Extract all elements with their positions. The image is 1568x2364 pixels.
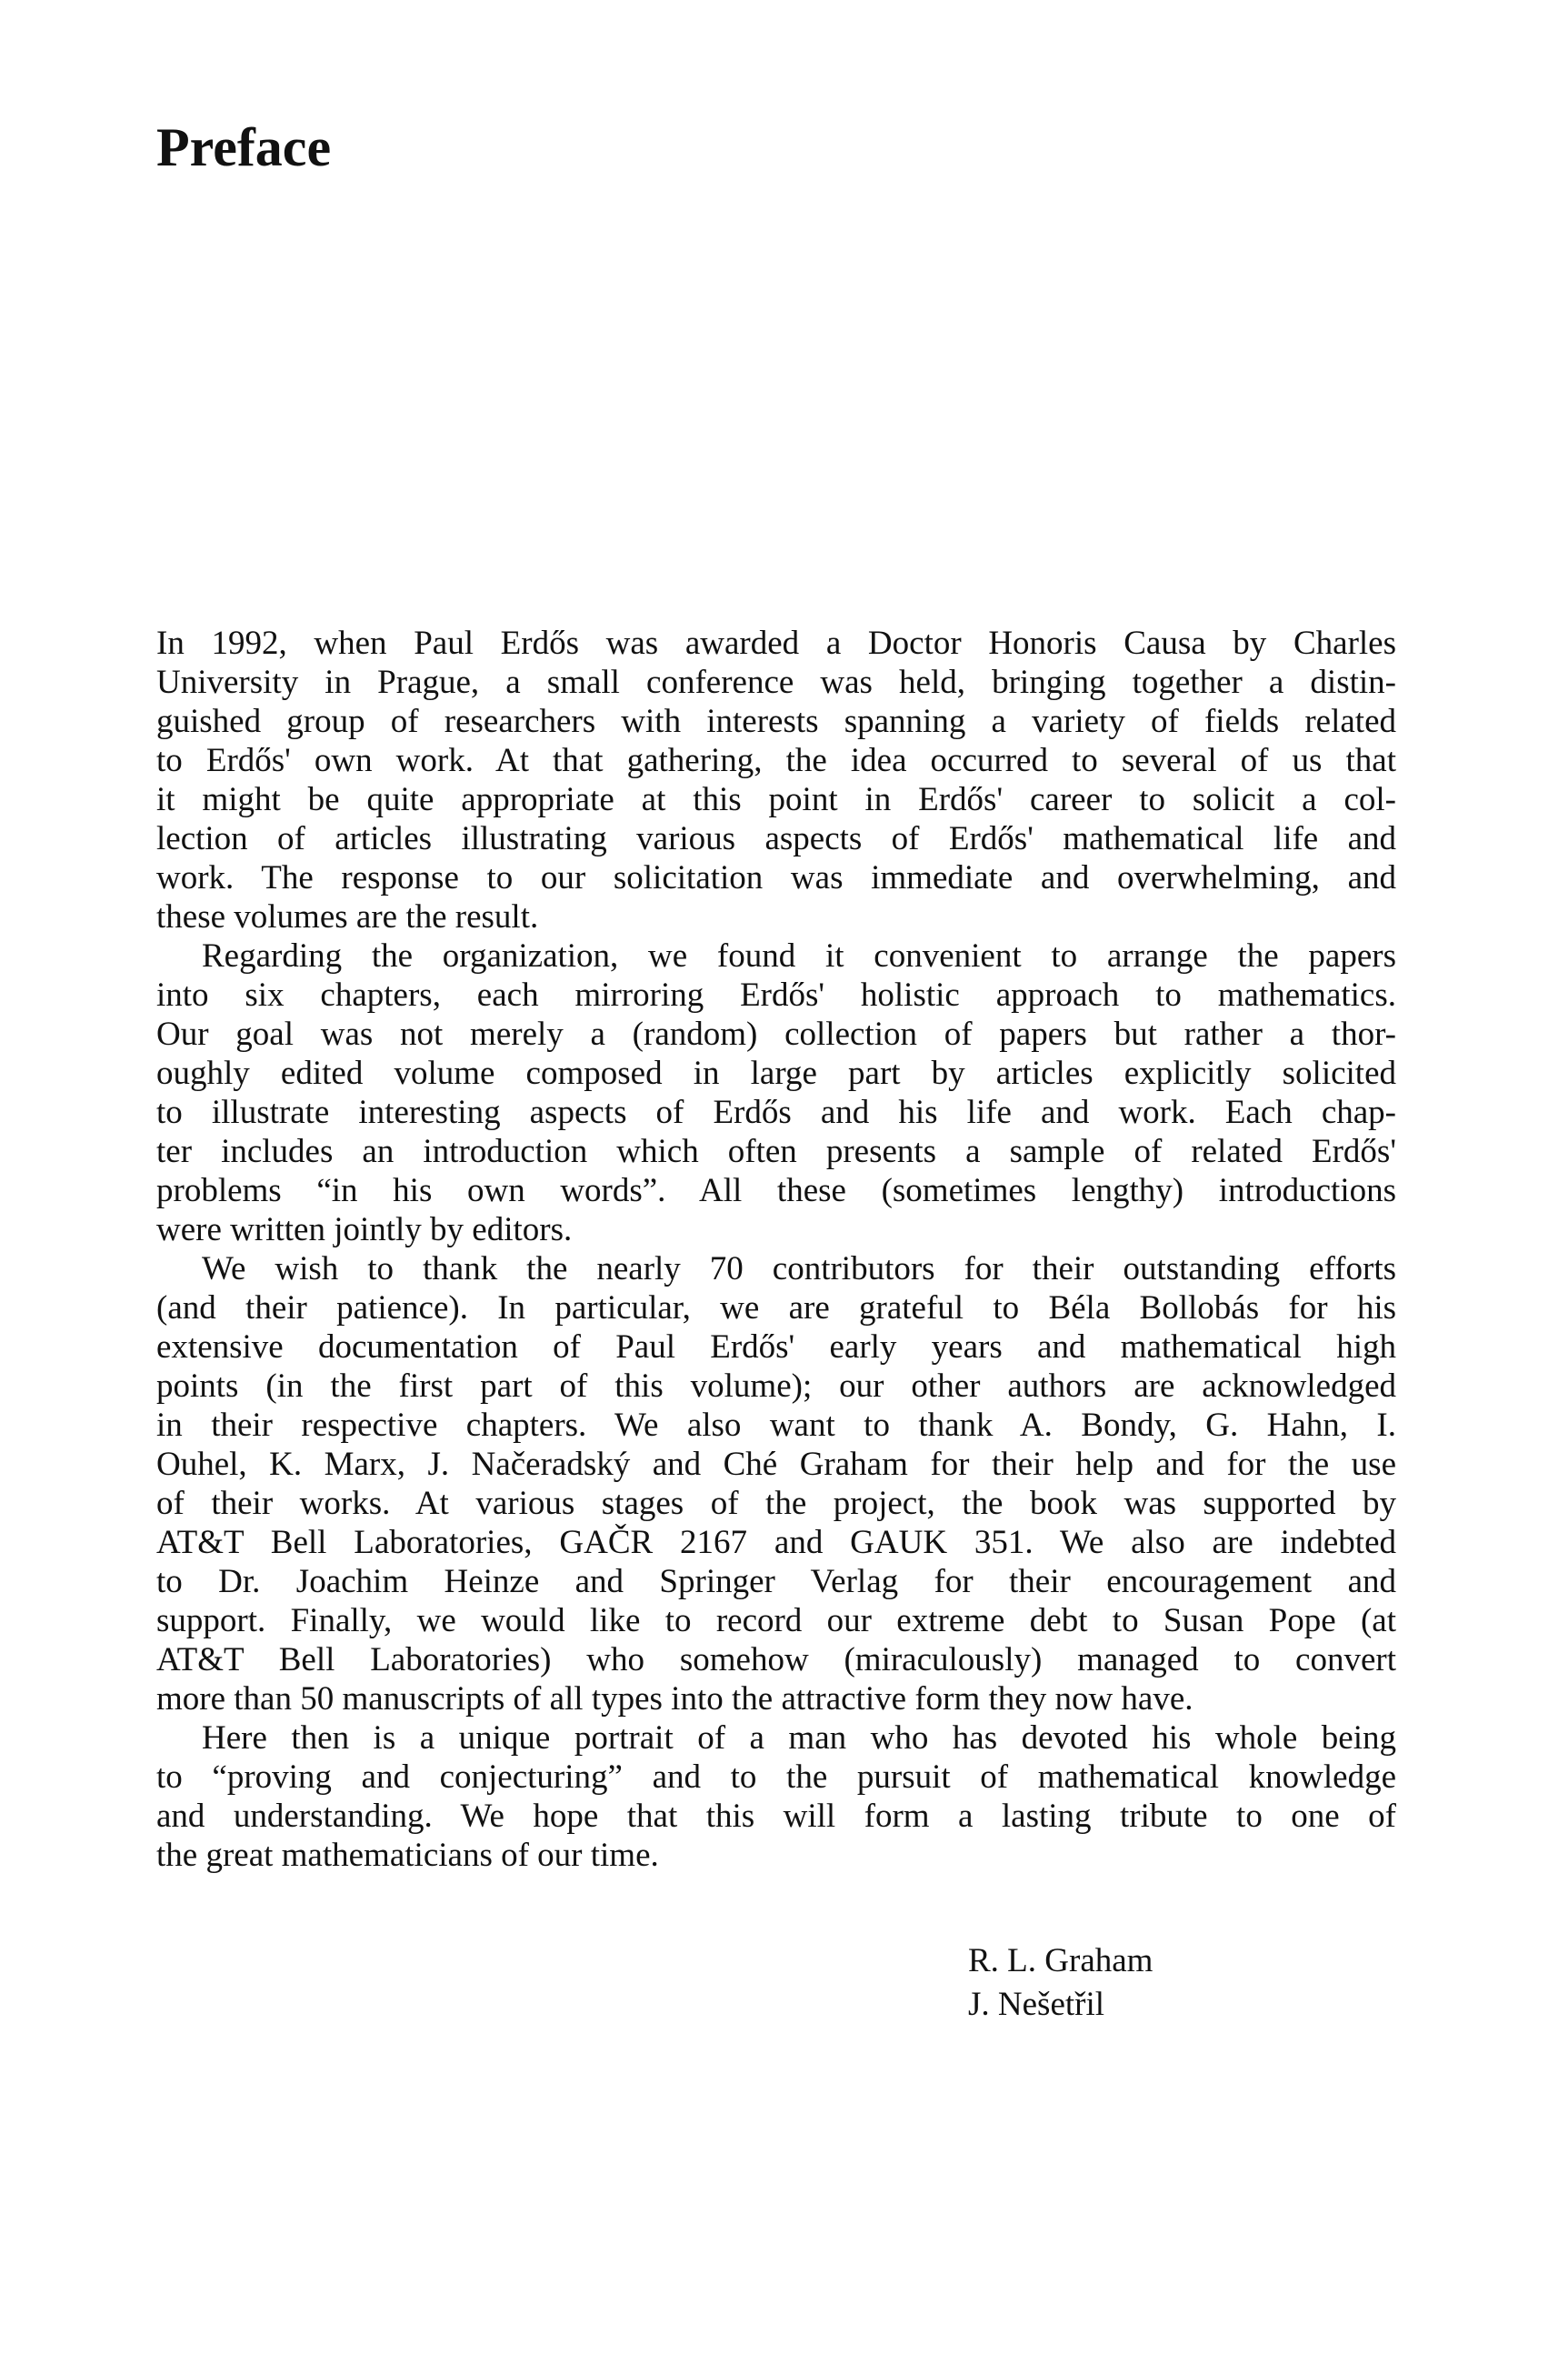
text-line: points (in the first part of this volume); our other authors are acknowledged	[156, 1367, 1396, 1405]
text-line: of their works. At various stages of the project, the book was supported by	[156, 1485, 1396, 1522]
text-line: Our goal was not merely a (random) collection of papers but rather a thor-	[156, 1016, 1396, 1053]
page-title: Preface	[156, 117, 332, 177]
paragraph	[156, 937, 1396, 1249]
text-line: AT&T Bell Laboratories, GAČR 2167 and GAUK 351. We also are indebted	[156, 1524, 1396, 1561]
text-line: support. Finally, we would like to record our extreme debt to Susan Pope (at	[156, 1602, 1396, 1639]
paragraph	[156, 624, 1396, 937]
text-line: to Dr. Joachim Heinze and Springer Verlag for their encouragement and	[156, 1563, 1396, 1600]
text-line: University in Prague, a small conference was held, bringing together a distin-	[156, 664, 1396, 701]
text-line: We wish to thank the nearly 70 contributors for their outstanding efforts	[202, 1250, 1396, 1287]
text-line: guished group of researchers with interests spanning a variety of fields related	[156, 703, 1396, 740]
signature-nesetril: J. Nešetřil	[968, 1986, 1105, 2023]
text-line: the great mathematicians of our time.	[156, 1837, 659, 1874]
text-line: oughly edited volume composed in large part by articles explicitly solicited	[156, 1055, 1396, 1092]
text-line: ter includes an introduction which often presents a sample of related Erdős'	[156, 1133, 1396, 1170]
text-line: extensive documentation of Paul Erdős' early years and mathematical high	[156, 1328, 1396, 1366]
paragraph	[156, 1718, 1396, 1875]
text-line: in their respective chapters. We also want to thank A. Bondy, G. Hahn, I.	[156, 1407, 1396, 1444]
text-line: into six chapters, each mirroring Erdős' holistic approach to mathematics.	[156, 977, 1396, 1014]
text-line: to illustrate interesting aspects of Erdős and his life and work. Each chap-	[156, 1094, 1396, 1131]
text-line: problems “in his own words”. All these (sometimes lengthy) introductions	[156, 1172, 1396, 1209]
signature-block	[968, 1939, 1153, 2027]
text-line: Ouhel, K. Marx, J. Načeradský and Ché Graham for their help and for the use	[156, 1446, 1396, 1483]
text-line: more than 50 manuscripts of all types into the attractive form they now have.	[156, 1680, 1193, 1718]
text-line: Here then is a unique portrait of a man who has devoted his whole being	[202, 1719, 1396, 1757]
text-line: work. The response to our solicitation was immediate and overwhelming, and	[156, 859, 1396, 897]
text-line: these volumes are the result.	[156, 898, 539, 936]
text-line: it might be quite appropriate at this point in Erdős' career to solicit a col-	[156, 781, 1396, 818]
text-line: to “proving and conjecturing” and to the pursuit of mathematical knowledge	[156, 1758, 1396, 1796]
text-line: Regarding the organization, we found it convenient to arrange the papers	[202, 937, 1396, 975]
text-line: (and their patience). In particular, we are grateful to Béla Bollobás for his	[156, 1289, 1396, 1327]
paragraph	[156, 1249, 1396, 1718]
text-line: and understanding. We hope that this will form a lasting tribute to one of	[156, 1798, 1396, 1835]
text-line: AT&T Bell Laboratories) who somehow (miraculously) managed to convert	[156, 1641, 1396, 1678]
signature-graham: R. L. Graham	[968, 1942, 1154, 1979]
text-line: lection of articles illustrating various aspects of Erdős' mathematical life and	[156, 820, 1396, 857]
text-line: were written jointly by editors.	[156, 1211, 573, 1248]
text-line: In 1992, when Paul Erdős was awarded a Doctor Honoris Causa by Charles	[156, 625, 1396, 662]
preface-body	[156, 624, 1396, 1875]
text-line: to Erdős' own work. At that gathering, the idea occurred to several of us that	[156, 742, 1396, 779]
